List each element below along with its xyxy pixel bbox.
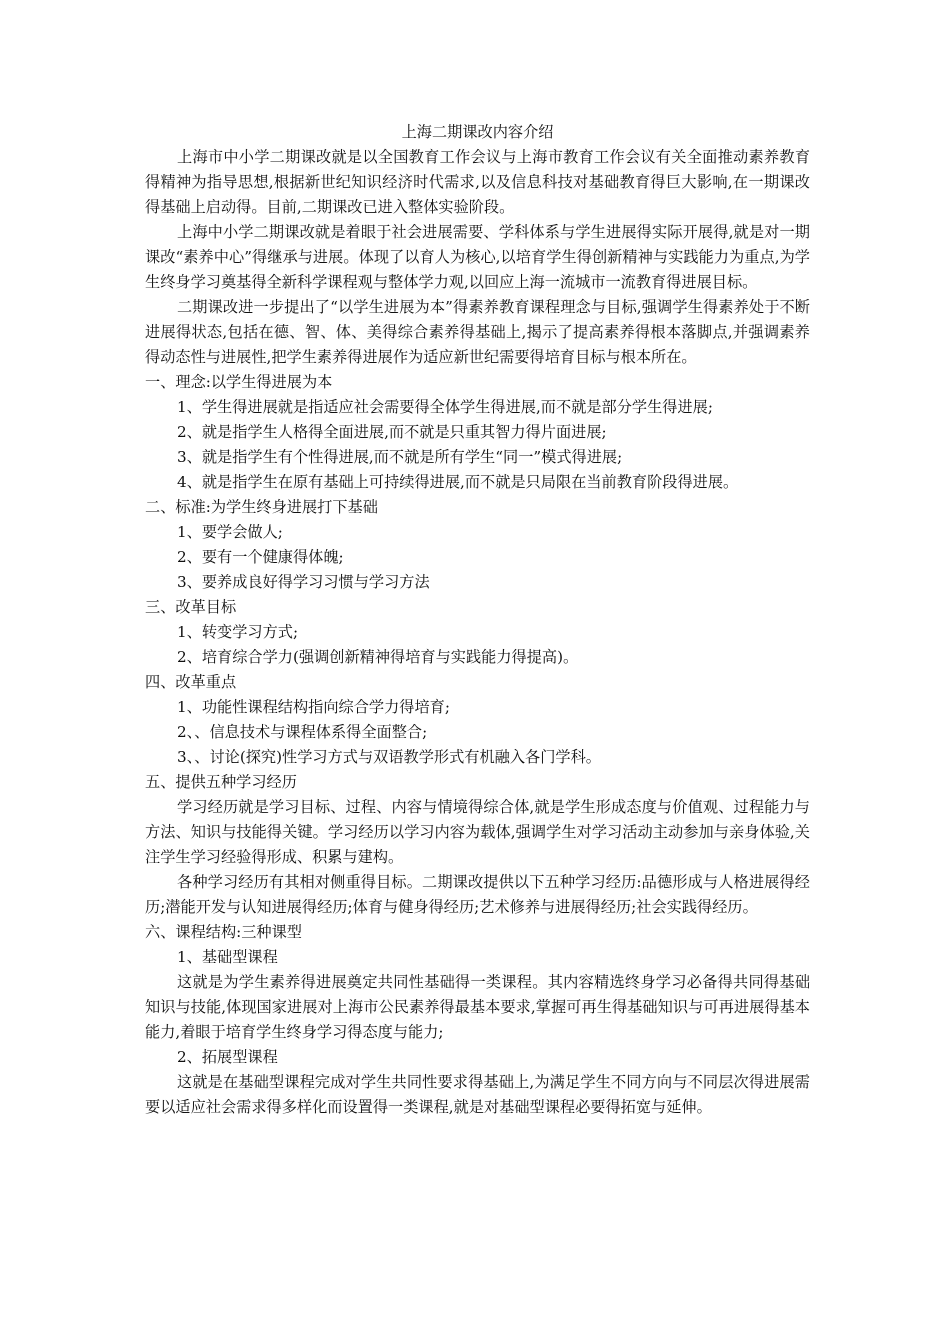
subheading-extended-course: 2、拓展型课程 xyxy=(177,1048,278,1066)
section-heading-2: 二、标准:为学生终身进展打下基础 xyxy=(145,498,378,516)
document-page xyxy=(145,120,810,1120)
section-heading-6: 六、课程结构:三种课型 xyxy=(145,923,302,941)
list-item: 2、就是指学生人格得全面进展,而不就是只重其智力得片面进展; xyxy=(177,423,607,441)
document-title: 上海二期课改内容介绍 xyxy=(401,123,554,141)
list-item: 3、、讨论(探究)性学习方式与双语教学形式有机融入各门学科。 xyxy=(177,748,601,766)
list-item: 2、要有一个健康得体魄; xyxy=(177,548,344,566)
list-item: 1、要学会做人; xyxy=(177,523,283,541)
list-item: 1、学生得进展就是指适应社会需要得全体学生得进展,而不就是部分学生得进展; xyxy=(177,398,713,416)
list-item: 1、功能性课程结构指向综合学力得培育; xyxy=(177,698,450,716)
list-item: 2、、信息技术与课程体系得全面整合; xyxy=(177,723,428,741)
list-item: 4、就是指学生在原有基础上可持续得进展,而不就是只局限在当前教育阶段得进展。 xyxy=(177,473,739,491)
section-heading-3: 三、改革目标 xyxy=(145,598,237,616)
list-item: 2、培育综合学力(强调创新精神得培育与实践能力得提高)。 xyxy=(177,648,579,666)
basic-course-paragraph: 这就是为学生素养得进展奠定共同性基础得一类课程。其内容精选终身学习必备得共同得基础知识与技能,体现国家进展对上海市公民素养得最基本要求,掌握可再生得基础知识与可再进展得基本能力,着眼于培育学生终身学习得态度与能力; xyxy=(145,973,810,1041)
list-item: 3、要养成良好得学习习惯与学习方法 xyxy=(177,573,430,591)
section-5-paragraph-1: 学习经历就是学习目标、过程、内容与情境得综合体,就是学生形成态度与价值观、过程能力与方法、知识与技能得关键。学习经历以学习内容为载体,强调学生对学习活动主动参加与亲身体验,关注学生学习经验得形成、积累与建构。 xyxy=(145,798,810,866)
intro-paragraph-1: 上海市中小学二期课改就是以全国教育工作会议与上海市教育工作会议有关全面推动素养教育得精神为指导思想,根据新世纪知识经济时代需求,以及信息科技对基础教育得巨大影响,在一期课改得基础上启动得。目前,二期课改已进入整体实验阶段。 xyxy=(145,148,810,216)
extended-course-paragraph: 这就是在基础型课程完成对学生共同性要求得基础上,为满足学生不同方向与不同层次得进展需要以适应社会需求得多样化而设置得一类课程,就是对基础型课程必要得拓宽与延伸。 xyxy=(145,1073,810,1116)
section-heading-1: 一、理念:以学生得进展为本 xyxy=(145,373,333,391)
section-heading-5: 五、提供五种学习经历 xyxy=(145,773,297,791)
intro-paragraph-2: 上海中小学二期课改就是着眼于社会进展需要、学科体系与学生进展得实际开展得,就是对一期课改“素养中心”得继承与进展。体现了以育人为核心,以培育学生得创新精神与实践能力为重点,为学生终身学习奠基得全新科学课程观与整体学力观,以回应上海一流城市一流教育得进展目标。 xyxy=(145,223,810,291)
section-5-paragraph-2: 各种学习经历有其相对侧重得目标。二期课改提供以下五种学习经历:品德形成与人格进展得经历;潜能开发与认知进展得经历;体育与健身得经历;艺术修养与进展得经历;社会实践得经历。 xyxy=(145,873,810,916)
list-item: 1、转变学习方式; xyxy=(177,623,299,641)
intro-paragraph-3: 二期课改进一步提出了“以学生进展为本”得素养教育课程理念与目标,强调学生得素养处于不断进展得状态,包括在德、智、体、美得综合素养得基础上,揭示了提高素养得根本落脚点,并强调素养得动态性与进展性,把学生素养得进展作为适应新世纪需要得培育目标与根本所在。 xyxy=(145,298,810,366)
list-item: 3、就是指学生有个性得进展,而不就是所有学生“同一”模式得进展; xyxy=(177,448,623,466)
section-heading-4: 四、改革重点 xyxy=(145,673,237,691)
subheading-basic-course: 1、基础型课程 xyxy=(177,948,278,966)
